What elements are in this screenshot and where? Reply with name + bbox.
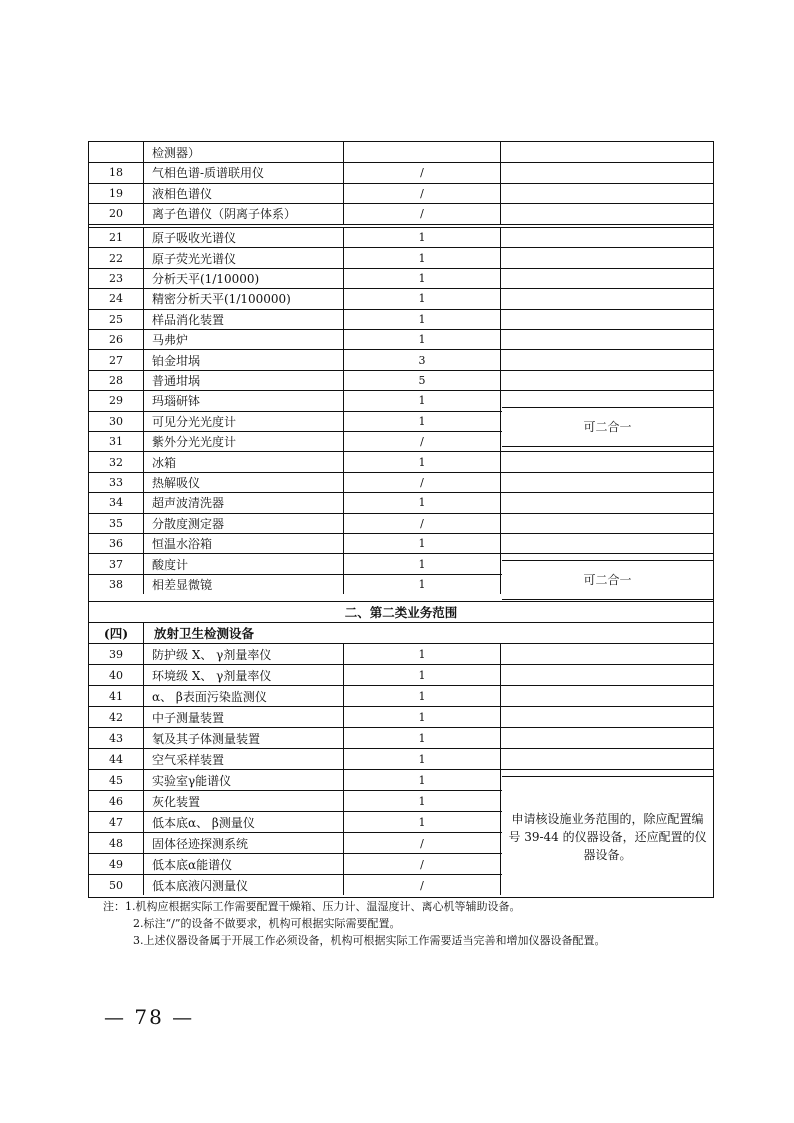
quantity: 1 (344, 310, 501, 329)
equipment-name: 冰箱 (144, 452, 344, 471)
table-row (89, 329, 713, 349)
equipment-name: 样品消化装置 (144, 310, 344, 329)
equipment-name: 离子色谱仪（阴离子体系） (144, 204, 344, 224)
equipment-name: 中子测量装置 (144, 707, 344, 727)
quantity: 1 (344, 330, 501, 349)
category-row (89, 622, 713, 643)
row-number: 21 (89, 228, 144, 247)
equipment-name: 酸度计 (144, 554, 344, 573)
table-row (89, 162, 713, 183)
quantity (344, 142, 501, 162)
remark-cell (501, 644, 713, 664)
remark-cell (501, 289, 713, 308)
equipment-name: 低本底α、 β测量仪 (144, 812, 344, 832)
remark-cell (501, 473, 713, 492)
equipment-name: 氡及其子体测量装置 (144, 728, 344, 748)
row-number: 41 (89, 686, 144, 706)
remark-cell (501, 534, 713, 553)
row-number: 33 (89, 473, 144, 492)
quantity: / (344, 432, 501, 451)
remark-cell (501, 269, 713, 288)
section-heading: 二、第二类业务范围 (89, 601, 713, 622)
table-row (89, 664, 713, 685)
equipment-name: 低本底α能谱仪 (144, 854, 344, 874)
table-row (89, 685, 713, 706)
equipment-name: 热解吸仪 (144, 473, 344, 492)
quantity: / (344, 163, 501, 183)
notes-prefix: 注： (103, 900, 125, 913)
row-number: 47 (89, 812, 144, 832)
table-row (89, 309, 713, 329)
row-number: 29 (89, 391, 144, 410)
row-number: 49 (89, 854, 144, 874)
row-number: 32 (89, 452, 144, 471)
equipment-name: 灰化装置 (144, 791, 344, 811)
equipment-name: 铂金坩埚 (144, 350, 344, 369)
remark-cell (501, 493, 713, 512)
row-number: 31 (89, 432, 144, 451)
equipment-name: 可见分光光度计 (144, 412, 344, 431)
equipment-name: 玛瑙研钵 (144, 391, 344, 410)
remark-cell (501, 665, 713, 685)
category-title: 放射卫生检测设备 (154, 626, 255, 641)
row-number: 28 (89, 371, 144, 390)
table-row (89, 727, 713, 748)
quantity: 1 (344, 228, 501, 247)
row-number: 46 (89, 791, 144, 811)
remark-cell (501, 350, 713, 369)
equipment-name: 紫外分光光度计 (144, 432, 344, 451)
quantity: / (344, 875, 501, 895)
equipment-name: 分析天平(1/10000) (144, 269, 344, 288)
quantity: 3 (344, 350, 501, 369)
quantity: 1 (344, 269, 501, 288)
row-number: 20 (89, 204, 144, 224)
equipment-name: 普通坩埚 (144, 371, 344, 390)
table-row (89, 288, 713, 308)
quantity: / (344, 854, 501, 874)
equipment-name: 液相色谱仪 (144, 184, 344, 204)
row-number: 19 (89, 184, 144, 204)
row-number: 38 (89, 575, 144, 594)
quantity: 1 (344, 707, 501, 727)
row-number: 50 (89, 875, 144, 895)
quantity: / (344, 514, 501, 533)
quantity: 1 (344, 575, 501, 594)
quantity: 1 (344, 644, 501, 664)
table-row (89, 533, 713, 553)
equipment-name: 气相色谱-质谱联用仪 (144, 163, 344, 183)
table-row (89, 748, 713, 769)
equipment-name: 检测器） (144, 142, 344, 162)
remark-merged-1: 可二合一 (502, 407, 713, 447)
quantity: 1 (344, 452, 501, 471)
quantity: 1 (344, 289, 501, 308)
table-row (89, 706, 713, 727)
row-number: 37 (89, 554, 144, 573)
table-row (89, 513, 713, 533)
remark-cell (501, 142, 713, 162)
equipment-name: 防护级 X、 γ剂量率仪 (144, 644, 344, 664)
row-number: 30 (89, 412, 144, 431)
table-row (89, 183, 713, 204)
double-rule (89, 224, 713, 225)
equipment-name: 分散度测定器 (144, 514, 344, 533)
remark-cell (501, 184, 713, 204)
remark-cell (501, 163, 713, 183)
quantity: 1 (344, 749, 501, 769)
remark-cell (501, 310, 713, 329)
table-row (89, 472, 713, 492)
equipment-name: 恒温水浴箱 (144, 534, 344, 553)
equipment-name: 超声波清洗器 (144, 493, 344, 512)
remark-cell (501, 204, 713, 224)
equipment-name: 低本底液闪测量仪 (144, 875, 344, 895)
remark-cell (501, 686, 713, 706)
note-3: 3.上述仪器设备属于开展工作必须设备，机构可根据实际工作需要适当完善和增加仪器设备配置。 (133, 934, 606, 947)
quantity: 1 (344, 728, 501, 748)
quantity: 1 (344, 665, 501, 685)
remark-cell (501, 728, 713, 748)
quantity: / (344, 833, 501, 853)
table-row (89, 227, 713, 247)
table-row (89, 247, 713, 267)
note-2: 2.标注“/”的设备不做要求，机构可根据实际需要配置。 (133, 917, 401, 930)
equipment-name: 环境级 X、 γ剂量率仪 (144, 665, 344, 685)
quantity: 1 (344, 686, 501, 706)
remark-cell (501, 514, 713, 533)
category-number: (四) (89, 623, 144, 643)
remark-cell (501, 707, 713, 727)
row-number: 45 (89, 770, 144, 790)
row-number: 42 (89, 707, 144, 727)
quantity: / (344, 204, 501, 224)
row-number: 34 (89, 493, 144, 512)
row-number: 43 (89, 728, 144, 748)
table-row (89, 370, 713, 390)
row-number: 18 (89, 163, 144, 183)
quantity: / (344, 473, 501, 492)
quantity: / (344, 184, 501, 204)
quantity: 1 (344, 791, 501, 811)
row-number: 23 (89, 269, 144, 288)
row-number: 25 (89, 310, 144, 329)
table-row (89, 203, 713, 224)
equipment-name: 空气采样装置 (144, 749, 344, 769)
remark-cell (501, 228, 713, 247)
quantity: 1 (344, 770, 501, 790)
quantity: 5 (344, 371, 501, 390)
page-number: — 78 — (104, 1005, 195, 1029)
row-number: 36 (89, 534, 144, 553)
quantity: 1 (344, 554, 501, 573)
equipment-table (88, 141, 714, 898)
equipment-name: 马弗炉 (144, 330, 344, 349)
table-row (89, 451, 713, 471)
equipment-name: α、 β表面污染监测仪 (144, 686, 344, 706)
quantity: 1 (344, 812, 501, 832)
table-row (89, 142, 713, 162)
remark-merged-3: 申请核设施业务范围的，除应配置编号 39-44 的仪器设备，还应配置的仪器设备。 (502, 776, 713, 896)
remark-merged-2: 可二合一 (502, 560, 713, 600)
equipment-name: 实验室γ能谱仪 (144, 770, 344, 790)
remark-cell (501, 330, 713, 349)
quantity: 1 (344, 534, 501, 553)
remark-cell (501, 248, 713, 267)
quantity: 1 (344, 391, 501, 410)
table-row (89, 643, 713, 664)
table-row (89, 492, 713, 512)
quantity: 1 (344, 248, 501, 267)
row-number: 40 (89, 665, 144, 685)
row-number: 24 (89, 289, 144, 308)
row-number: 44 (89, 749, 144, 769)
row-number: 48 (89, 833, 144, 853)
quantity: 1 (344, 493, 501, 512)
equipment-name: 精密分析天平(1/100000) (144, 289, 344, 308)
row-number: 39 (89, 644, 144, 664)
quantity: 1 (344, 412, 501, 431)
table-row (89, 349, 713, 369)
equipment-name: 原子吸收光谱仪 (144, 228, 344, 247)
table-row (89, 268, 713, 288)
footnotes (103, 898, 606, 949)
note-1: 1.机构应根据实际工作需要配置干燥箱、压力计、温湿度计、离心机等辅助设备。 (125, 900, 521, 913)
equipment-name: 相差显微镜 (144, 575, 344, 594)
row-number: 22 (89, 248, 144, 267)
row-number (89, 142, 144, 162)
row-number: 35 (89, 514, 144, 533)
remark-cell (501, 452, 713, 471)
equipment-name: 原子荧光光谱仪 (144, 248, 344, 267)
remark-cell (501, 371, 713, 390)
row-number: 26 (89, 330, 144, 349)
row-number: 27 (89, 350, 144, 369)
remark-cell (501, 749, 713, 769)
equipment-name: 固体径迹探测系统 (144, 833, 344, 853)
